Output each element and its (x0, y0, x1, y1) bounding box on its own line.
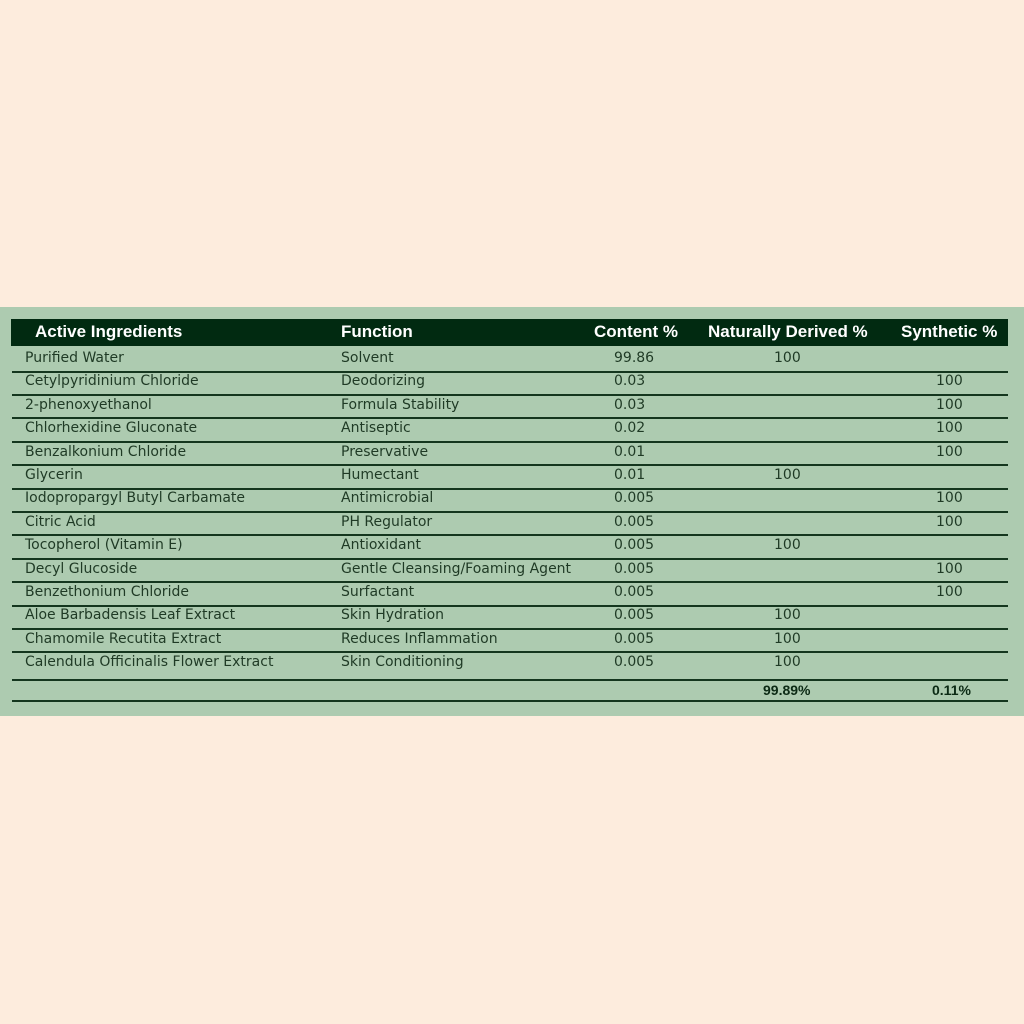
cell-function: PH Regulator (341, 513, 433, 530)
cell-content: 0.005 (614, 630, 655, 647)
cell-content: 0.005 (614, 490, 655, 507)
table-row (12, 604, 1008, 630)
cell-content: 0.01 (614, 467, 646, 483)
cell-ingredient: Citric Acid (25, 513, 96, 530)
table-row (12, 628, 1008, 654)
cell-ingredient: Cetylpyridinium Chloride (25, 373, 199, 390)
cell-content: 0.005 (614, 537, 655, 554)
cell-content: 0.02 (614, 420, 646, 437)
cell-function: Surfactant (341, 584, 415, 600)
cell-synthetic: 100 (936, 490, 963, 507)
cell-ingredient: Decyl Glucoside (25, 560, 138, 577)
header-synthetic: Synthetic % (901, 322, 998, 341)
totals-row (12, 679, 1008, 702)
cell-content: 0.005 (614, 654, 655, 671)
cell-function: Antimicrobial (341, 490, 434, 507)
cell-ingredient: Calendula Officinalis Flower Extract (25, 654, 274, 671)
cell-synthetic: 100 (936, 396, 963, 413)
cell-naturally-derived: 100 (774, 607, 801, 624)
table-row (12, 464, 1008, 490)
cell-function: Preservative (341, 443, 429, 460)
header-content: Content % (594, 322, 679, 341)
cell-function: Humectant (341, 467, 419, 483)
cell-content: 0.005 (614, 607, 655, 624)
cell-ingredient: Glycerin (25, 467, 83, 483)
table-row (12, 651, 1008, 675)
cell-function: Gentle Cleansing/Foaming Agent (341, 560, 572, 577)
cell-naturally-derived: 100 (774, 537, 801, 554)
cell-ingredient: Tocopherol (Vitamin E) (25, 537, 183, 554)
cell-ingredient: Purified Water (25, 350, 124, 366)
cell-ingredient: Chamomile Recutita Extract (25, 630, 222, 647)
cell-synthetic: 100 (936, 443, 963, 460)
table-row (12, 370, 1008, 396)
cell-function: Skin Hydration (341, 607, 445, 624)
table-header (11, 319, 1008, 346)
header-active-ingredients: Active Ingredients (35, 322, 183, 341)
cell-ingredient: Benzethonium Chloride (25, 584, 189, 600)
cell-content: 99.86 (614, 350, 655, 366)
cell-naturally-derived: 100 (774, 630, 801, 647)
cell-function: Deodorizing (341, 373, 426, 390)
cell-content: 0.03 (614, 373, 646, 390)
cell-function: Reduces Inflammation (341, 630, 498, 647)
table-row (12, 534, 1008, 560)
table-row (12, 558, 1008, 584)
cell-ingredient: 2-phenoxyethanol (25, 396, 152, 413)
cell-ingredient: Benzalkonium Chloride (25, 443, 187, 460)
cell-content: 0.005 (614, 513, 655, 530)
table-row (12, 347, 1008, 373)
table-row (12, 417, 1008, 443)
cell-ingredient: Chlorhexidine Gluconate (25, 420, 198, 437)
table-row (12, 394, 1008, 420)
table-row (12, 487, 1008, 513)
cell-naturally-derived: 100 (774, 350, 801, 366)
total-synthetic: 0.11% (932, 682, 971, 698)
cell-synthetic: 100 (936, 373, 963, 390)
cell-naturally-derived: 100 (774, 654, 801, 671)
cell-synthetic: 100 (936, 584, 963, 600)
cell-function: Solvent (341, 350, 394, 366)
cell-ingredient: Iodopropargyl Butyl Carbamate (25, 490, 246, 507)
table-row (12, 511, 1008, 537)
cell-function: Antioxidant (341, 537, 421, 554)
table-row (12, 581, 1008, 607)
cell-naturally-derived: 100 (774, 467, 801, 483)
cell-content: 0.005 (614, 584, 655, 600)
cell-function: Skin Conditioning (341, 654, 464, 671)
cell-content: 0.03 (614, 396, 646, 413)
cell-function: Formula Stability (341, 396, 460, 413)
ingredients-table-panel (0, 307, 1024, 716)
header-naturally-derived: Naturally Derived % (708, 322, 868, 341)
cell-content: 0.01 (614, 443, 646, 460)
cell-synthetic: 100 (936, 560, 963, 577)
cell-content: 0.005 (614, 560, 655, 577)
cell-synthetic: 100 (936, 513, 963, 530)
total-naturally-derived: 99.89% (763, 682, 811, 698)
cell-function: Antiseptic (341, 420, 411, 437)
table-row (12, 441, 1008, 467)
cell-synthetic: 100 (936, 420, 963, 437)
header-function: Function (341, 322, 413, 341)
cell-ingredient: Aloe Barbadensis Leaf Extract (25, 607, 236, 624)
